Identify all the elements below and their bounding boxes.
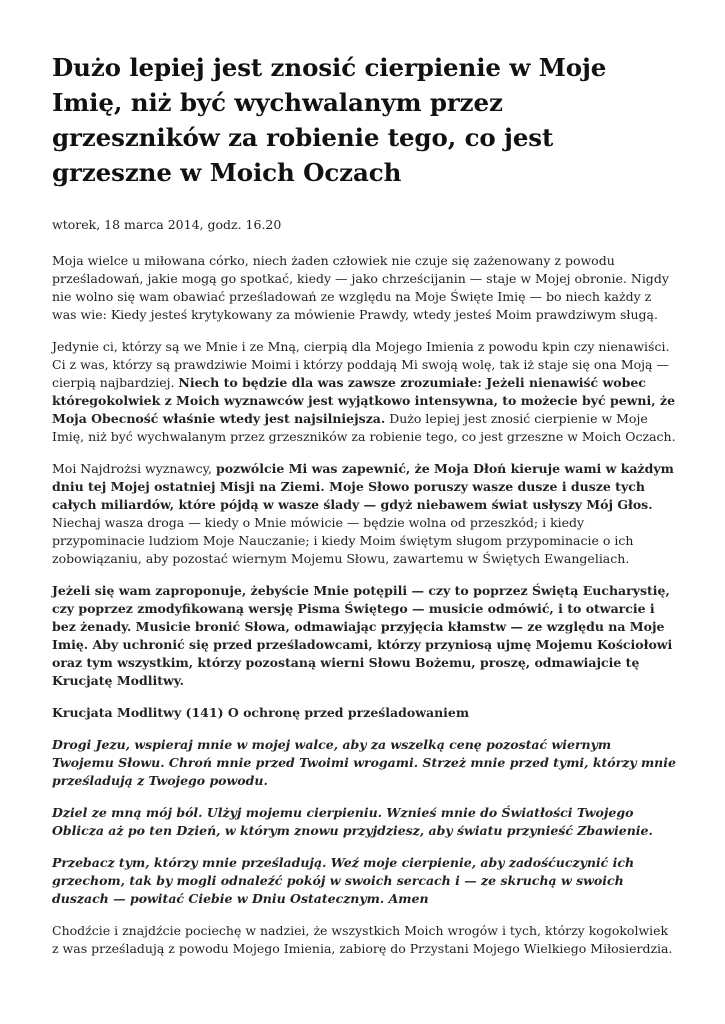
paragraph-3-text-a: Moi Najdrożsi wyznawcy,: [52, 461, 212, 476]
crusade-prayer-title: Krucjata Modlitwy (141) O ochronę przed prześladowaniem: [52, 705, 470, 720]
document-page: [52, 50, 676, 972]
paragraph-5: Chodźcie i znajdźcie pociechę w nadziei, że wszystkich Moich wrogów i tych, którzy kogokolwiek z was prześladują z powodu Mojego Imienia, zabiorę do Przystani Mojego Wielkiego Miłosierdzia.: [52, 923, 673, 956]
paragraph-4-bold: Jeżeli się wam zaproponuje, żebyście Mnie potępili — czy to poprzez Świętą Eucharystię, czy poprzez zmodyfikowaną wersję Pisma Świętego — musicie odmówić, i to otwarcie i bez żenady. Musicie bronić Słowa, odmawiając przyjęcia kłamstw — ze względu na Moje Imię. Aby uchronić się przed prześladowcami, którzy przyniosą ujmę Mojemu Kościołowi oraz tym wszystkim, którzy pozostaną wierni Słowu Bożemu, proszę, odmawiajcie tę Krucjatę Modlitwy.: [52, 583, 673, 688]
article-title: Dużo lepiej jest znosić cierpienie w Moje Imię, niż być wychwalanym przez grzeszników za robienie tego, co jest grzeszne w Moich Oczach: [52, 53, 607, 187]
paragraph-2-bold: Niech to będzie dla was zawsze zrozumiałe: Jeżeli nienawiść wobec któregokolwiek z Moich wyznawców jest wyjątkowo intensywna, to możecie być pewni, że Moja Obecność właśnie wtedy jest najsilniejsza.: [52, 375, 676, 426]
prayer-paragraph-2: Dziel ze mną mój ból. Ulżyj mojemu cierpieniu. Wznieś mnie do Światłości Twojego Oblicza aż po ten Dzień, w którym znowu przyjdziesz, aby światu przynieść Zbawienie.: [52, 805, 653, 838]
article-date: wtorek, 18 marca 2014, godz. 16.20: [52, 217, 282, 232]
paragraph-2-text-c: Dużo lepiej jest znosić cierpienie w Moje Imię, niż być wychwalanym przez grzeszników za robienie tego, co jest grzeszne w Moich Oczach.: [52, 411, 676, 444]
paragraph-1: Moja wielce u miłowana córko, niech żaden człowiek nie czuje się zażenowany z powodu prześladowań, jakie mogą go spotkać, kiedy — jako chrześcijanin — staje w Mojej obronie. Nigdy nie wolno się wam obawiać prześladowań ze względu na Moje Święte Imię — bo niech każdy z was wie: Kiedy jesteś krytykowany za mówienie Prawdy, wtedy jesteś Moim prawdziwym sługą.: [52, 253, 669, 322]
paragraph-3-text-c: Niechaj wasza droga — kiedy o Mnie mówicie — będzie wolna od przeszkód; i kiedy przypominacie ludziom Moje Nauczanie; i kiedy Moim świętym sługom przypominacie o ich zobowiązaniu, aby pozostać wiernym Mojemu Słowu, zawartemu w Świętych Ewangeliach.: [52, 515, 634, 566]
prayer-paragraph-3: Przebacz tym, którzy mnie prześladują. Weź moje cierpienie, aby zadośćuczynić ich grzechom, tak by mogli odnaleźć pokój w swoich sercach i — ze skruchą w swoich duszach — powitać Ciebie w Dniu Ostatecznym. Amen: [52, 855, 635, 906]
paragraph-2: [52, 338, 676, 446]
paragraph-2-text-a: Jedynie ci, którzy są we Mnie i ze Mną, cierpią dla Mojego Imienia z powodu kpin czy nienawiści. Ci z was, którzy są prawdziwie Moimi i którzy poddają Mi swoją wolę, tak iż staje się ona Moją — cierpią najbardziej.: [52, 339, 670, 390]
paragraph-3: [52, 460, 676, 568]
paragraph-4: [52, 582, 676, 690]
paragraph-3-bold: pozwólcie Mi was zapewnić, że Moja Dłoń kieruje wami w każdym dniu tej Mojej ostatniej Misji na Ziemi. Moje Słowo poruszy wasze dusze i dusze tych całych miliardów, które pójdą w wasze ślady — gdyż niebawem świat usłyszy Mój Głos.: [52, 461, 674, 512]
prayer-paragraph-1: Drogi Jezu, wspieraj mnie w mojej walce, aby za wszelką cenę pozostać wiernym Twojemu Słowu. Chroń mnie przed Twoimi wrogami. Strzeż mnie przed tymi, którzy mnie prześladują z Twojego powodu.: [52, 737, 676, 788]
